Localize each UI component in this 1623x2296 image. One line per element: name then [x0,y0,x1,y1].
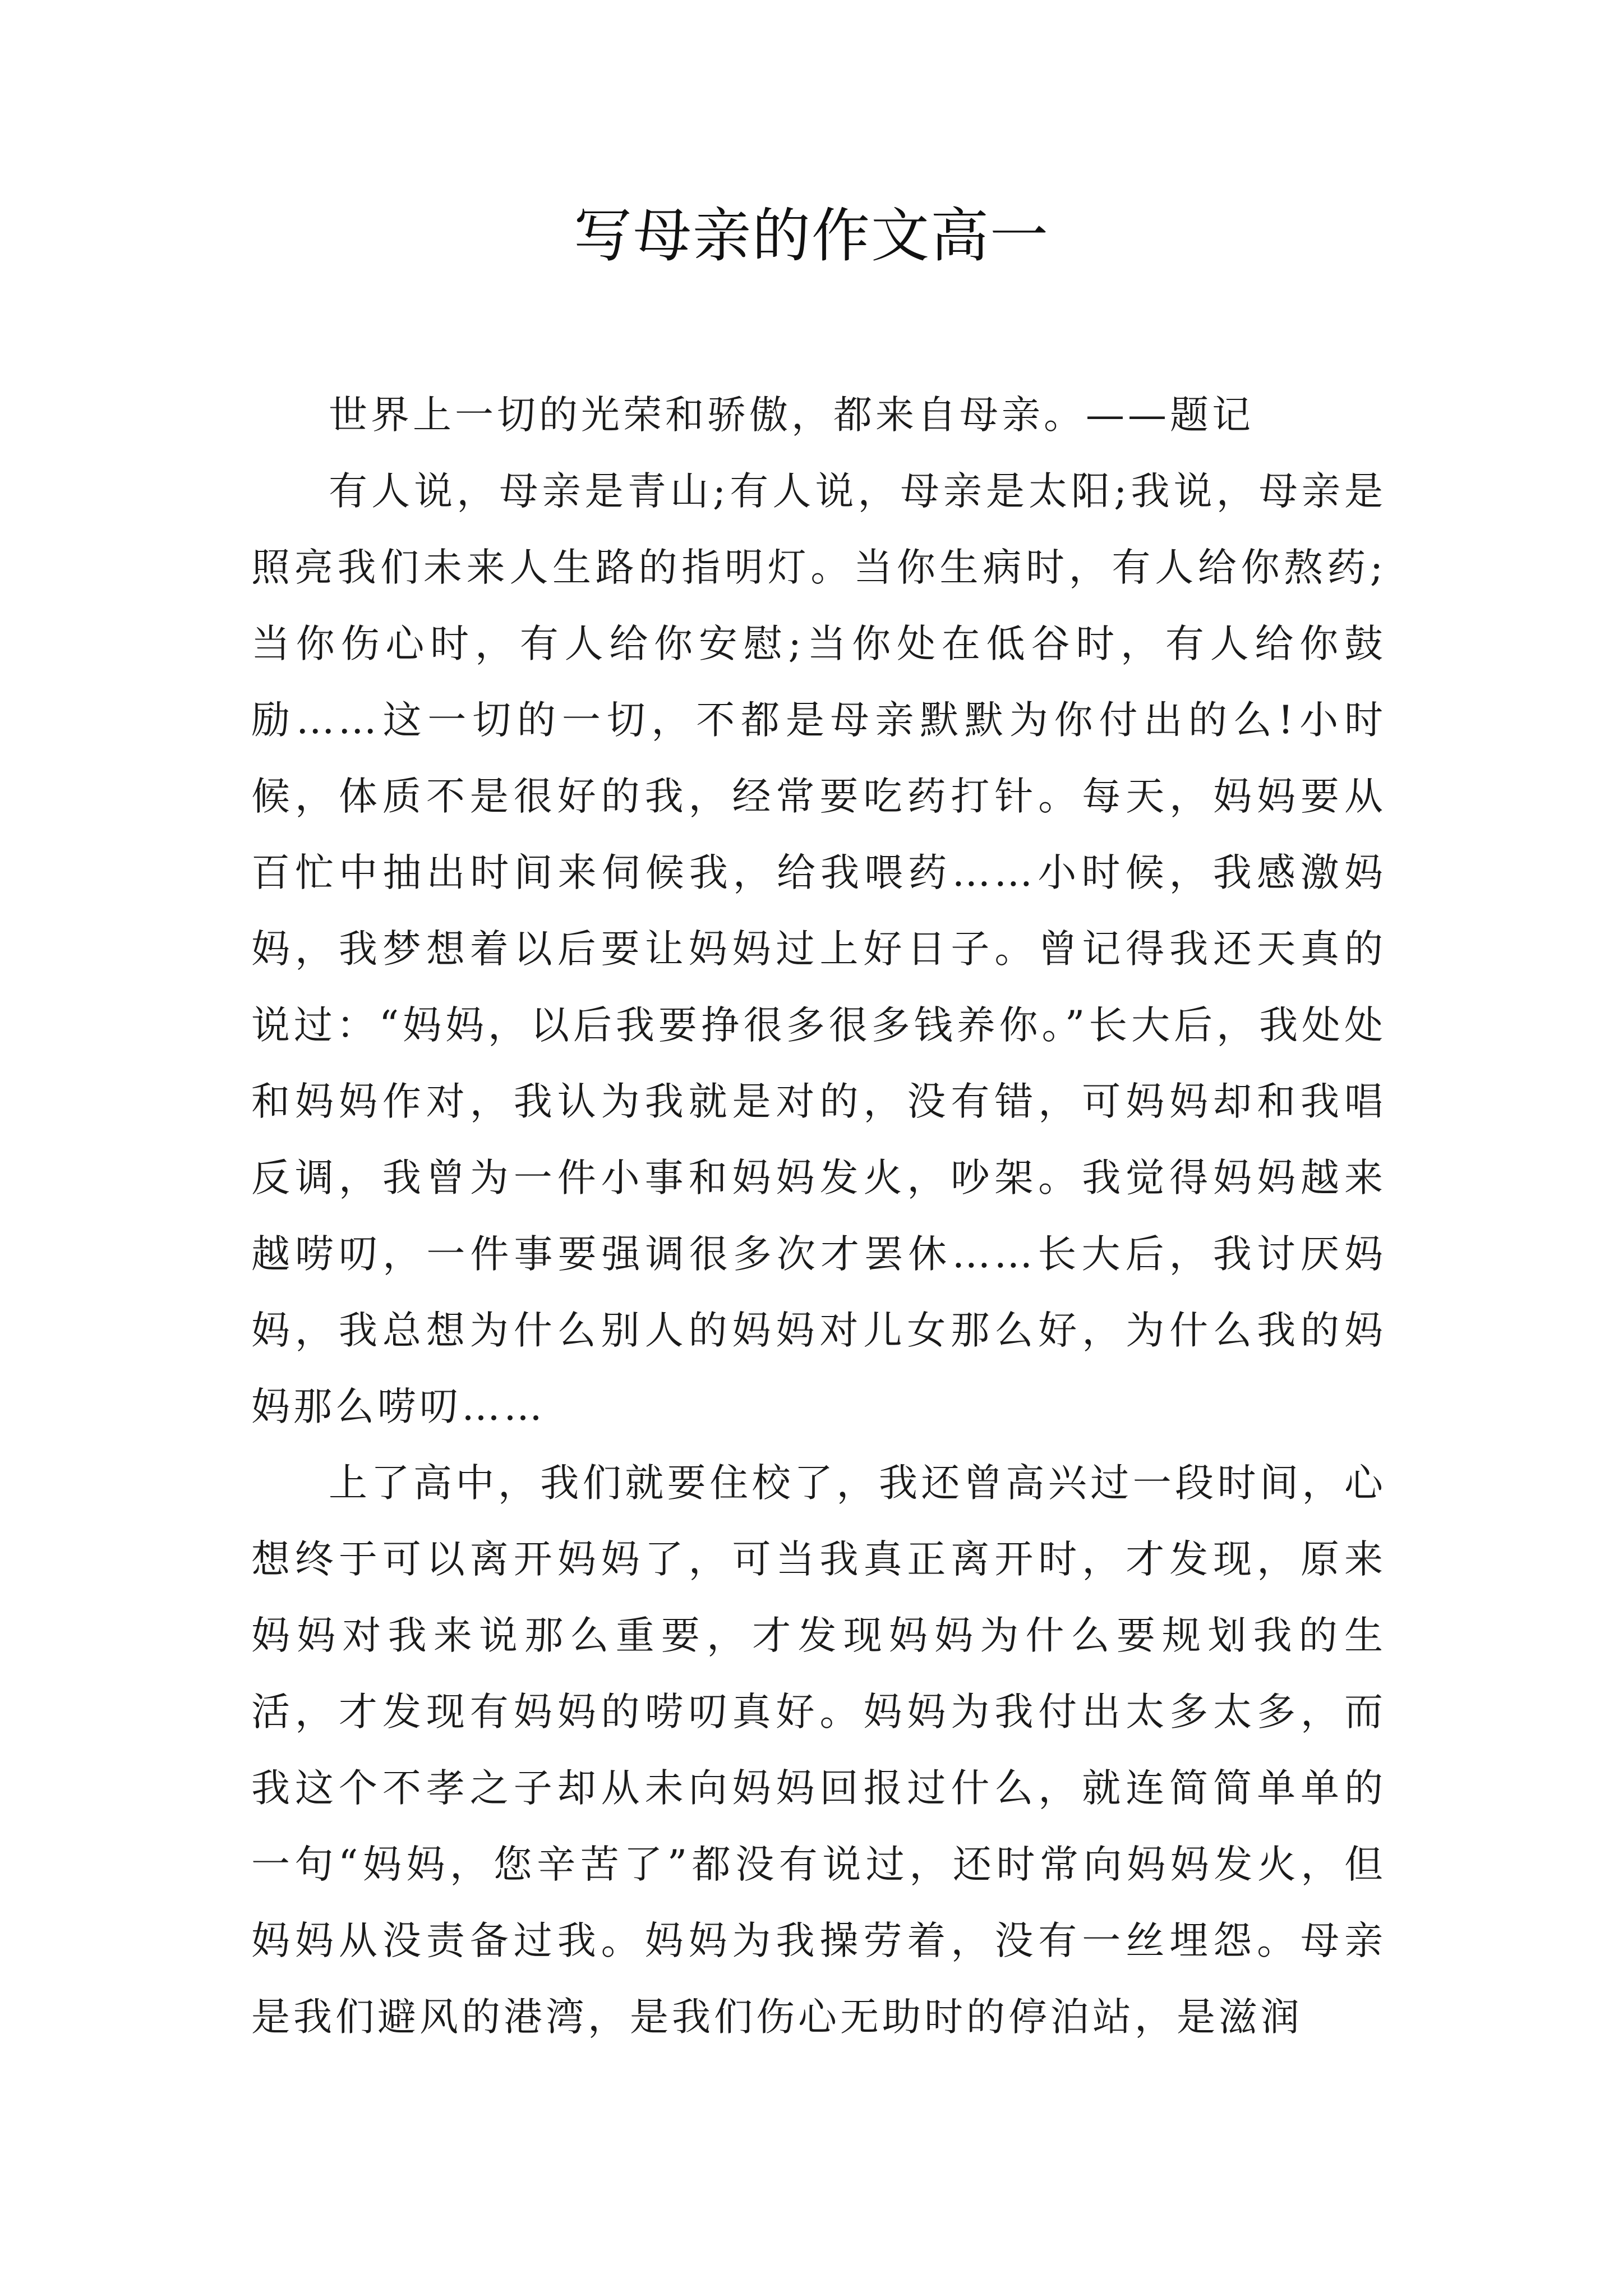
body-paragraph: 有人说，母亲是青山;有人说，母亲是太阳;我说，母亲是照亮我们未来人生路的指明灯。当你生病时，有人给你熬药;当你伤心时，有人给你安慰;当你处在低谷时，有人给你鼓励……这一切的一切，不都是母亲默默为你付出的么!小时候，体质不是很好的我，经常要吃药打针。每天，妈妈要从百忙中抽出时间来伺候我，给我喂药……小时候，我感激妈妈，我梦想着以后要让妈妈过上好日子。曾记得我还天真的说过：“妈妈，以后我要挣很多很多钱养你。”长大后，我处处和妈妈作对，我认为我就是对的，没有错，可妈妈却和我唱反调，我曾为一件小事和妈妈发火，吵架。我觉得妈妈越来越唠叨，一件事要强调很多次才罢休……长大后，我讨厌妈妈，我总想为什么别人的妈妈对儿女那么好，为什么我的妈妈那么唠叨…… [251,469,1386,1429]
document-body [251,377,1386,2055]
body-paragraph: 上了高中，我们就要住校了，我还曾高兴过一段时间，心想终于可以离开妈妈了，可当我真正离开时，才发现，原来妈妈对我来说那么重要，才发现妈妈为什么要规划我的生活，才发现有妈妈的唠叨真好。妈妈为我付出太多太多，而我这个不孝之子却从未向妈妈回报过什么，就连简简单单的一句“妈妈，您辛苦了”都没有说过，还时常向妈妈发火，但妈妈从没责备过我。妈妈为我操劳着，没有一丝埋怨。母亲是我们避风的港湾，是我们伤心无助时的停泊站，是滋润 [251,1461,1386,2040]
epigraph-paragraph: 世界上一切的光荣和骄傲，都来自母亲。——题记 [329,393,1254,438]
document-title: 写母亲的作文高一 [573,201,1049,270]
